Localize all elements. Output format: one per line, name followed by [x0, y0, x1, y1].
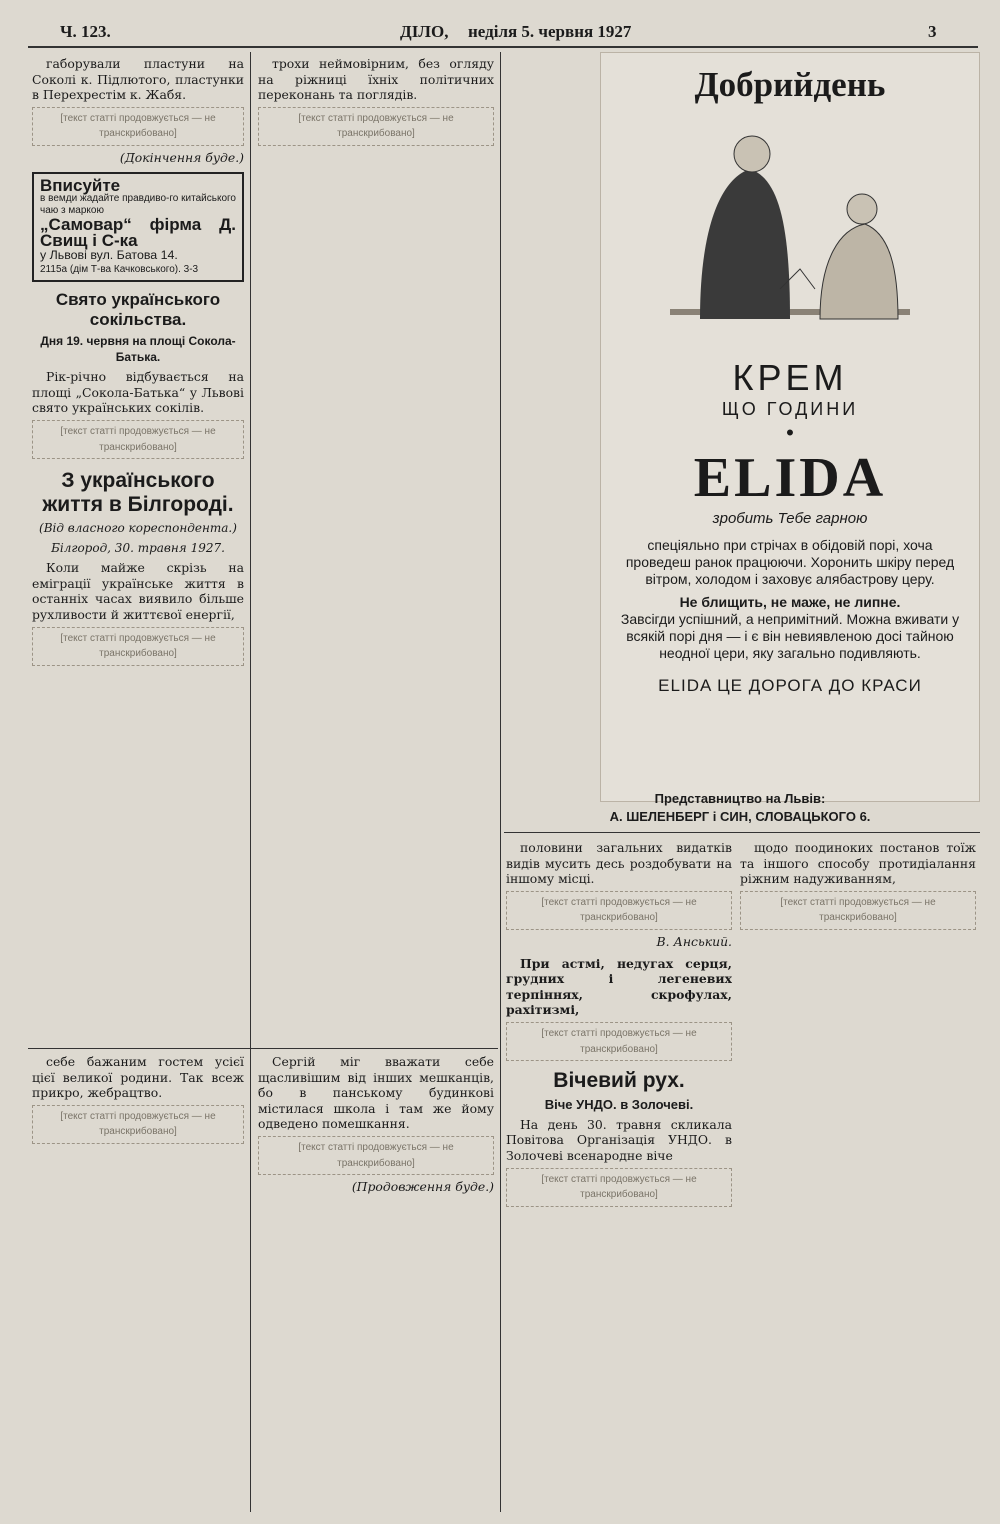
page-number: 3: [928, 22, 937, 41]
health-notice: При астмі, недугах серця, грудних і легеневих терпіннях, скрофулах, рахітизмі,: [506, 955, 732, 1018]
story-text: Сергій міг вважати себе щасливішим від інших мешканців, бо в панському будинкові містилася школа і там же йому одведено помешкання.: [258, 1054, 494, 1132]
issue-date: неділя 5. червня 1927: [468, 22, 632, 41]
truncation-marker: [текст статті продовжується — не транскрибовано]: [506, 1022, 732, 1061]
continuation-note: (Продовження буде.): [351, 1179, 494, 1195]
top-rule: [28, 46, 978, 48]
ad-copy-bold: Не блищить, не маже, не липне.: [679, 594, 901, 610]
samovar-address: у Львові вул. Батова 14.: [40, 248, 178, 263]
truncation-marker: [текст статті продовжується — не транскрибовано]: [32, 1105, 244, 1144]
ad-copy-text: спеціяльно при стрічах в обідовій порі, хоча проведеш ранок працюючи. Хоронить шкіру перед вітром, холодом і заховує алябастрову церу.: [625, 537, 955, 587]
story-column-right: [258, 1054, 494, 1514]
article-text: половини загальних видатків видів мусить десь роздобувати на іншому місці.: [506, 840, 732, 887]
article-text: габорували пластуни на Соколі к. Підлютого, пластунки в Перехрестім к. Жабя.: [32, 56, 244, 103]
distributor-name: А. ШЕЛЕНБЕРГ і СИН, СЛОВАЦЬКОГО 6.: [609, 809, 871, 824]
column-divider: [500, 52, 501, 1512]
elida-logo: ELIDA: [693, 447, 887, 509]
distributor-notice: [500, 790, 980, 826]
samovar-addr2: (дім Т-ва Качковського).: [69, 263, 181, 275]
story-text: себе бажаним гостем усієї цієї великої родини. Так всеж прикро, жебрацтво.: [32, 1054, 244, 1101]
article-subheadline: Дня 19. червня на площі Сокола-Батька.: [40, 333, 236, 364]
truncation-marker: [текст статті продовжується — не транскрибовано]: [506, 1168, 732, 1207]
samovar-num: 3-3: [183, 263, 199, 275]
issue-number: Ч. 123.: [60, 22, 111, 41]
section-rule: [504, 832, 980, 833]
truncation-marker: [текст статті продовжується — не транскрибовано]: [506, 891, 732, 930]
column-3: [506, 840, 732, 1514]
masthead: [0, 0, 1000, 44]
article-headline: Свято українського сокільства.: [55, 289, 221, 329]
ad-copy-text-2: Завсігди успішний, а непримітний. Можна вживати у всякій порі дня — і є він невиявленою досі тайною неодної цери, яку загально подивляють.: [620, 611, 960, 661]
article-subheadline: Віче УНДО. в Золочеві.: [544, 1097, 694, 1113]
ad-copy: [601, 537, 979, 662]
truncation-marker: [текст статті продовжується — не транскрибовано]: [32, 420, 244, 459]
story-column-left: [32, 1054, 244, 1514]
ad-product: КРЕМ: [732, 357, 848, 398]
article-signature: В. Анський.: [656, 933, 732, 949]
ad-slogan: ELIDA ЦЕ ДОРОГА ДО КРАСИ: [658, 676, 922, 695]
truncation-marker: [текст статті продовжується — не транскрибовано]: [32, 627, 244, 666]
continuation-note: (Докінчення буде.): [119, 149, 244, 165]
ad-greeting: Добрийдень: [694, 65, 886, 104]
ad-claim: зробить Тебе гарною: [712, 510, 868, 527]
article-text: Коли майже скрізь на еміграції українське життя в останніх часах виявило більше рухливости й життєвої енергії,: [32, 560, 244, 623]
truncation-marker: [текст статті продовжується — не транскрибовано]: [258, 107, 494, 146]
ad-ornament: •: [786, 420, 794, 445]
column-1: [32, 56, 244, 1042]
samovar-code: 2115а: [40, 263, 68, 275]
column-divider: [250, 52, 251, 1512]
column-4: [740, 840, 976, 1514]
couple-illustration: [640, 109, 940, 349]
article-text: На день 30. травня скликала Повітова Організація УНДО. в Золочеві всенародне віче: [506, 1116, 732, 1163]
samovar-headline: Вписуйте: [40, 175, 121, 195]
elida-advertisement: [600, 52, 980, 802]
section-rule: [28, 1048, 498, 1049]
column-2: [258, 56, 494, 1042]
samovar-brand: „Самовар“ фірма Д. Свищ і С-ка: [40, 215, 236, 250]
article-dateline: Білгород, 30. травня 1927.: [51, 540, 225, 555]
article-text: щодо поодиноких постанов тоїж та іншого способу протидіалання ріжним надуживанням,: [740, 840, 976, 887]
article-text: Рік-річно відбувається на площі „Сокола-Батька“ у Львові свято українських сокілів.: [32, 369, 244, 416]
article-text: трохи неймовірним, без огляду на ріжниці їхніх політичних переконань та поглядів.: [258, 56, 494, 103]
article-credit: (Від власного кореспондента.): [39, 521, 237, 536]
ad-tagline: ЩО ГОДИНИ: [721, 399, 859, 419]
samovar-ad: [32, 172, 244, 282]
article-headline: Вічевий рух.: [553, 1069, 685, 1093]
truncation-marker: [текст статті продовжується — не транскрибовано]: [740, 891, 976, 930]
distributor-heading: Представництво на Львів:: [654, 791, 826, 806]
article-headline: З українського життя в Білгороді.: [42, 469, 234, 517]
newspaper-title: ДІЛО,: [400, 22, 449, 41]
truncation-marker: [текст статті продовжується — не транскрибовано]: [258, 1136, 494, 1175]
truncation-marker: [текст статті продовжується — не транскрибовано]: [32, 107, 244, 146]
samovar-small: в вемди жадайте правдиво-го китайського чаю з маркою: [40, 193, 236, 217]
